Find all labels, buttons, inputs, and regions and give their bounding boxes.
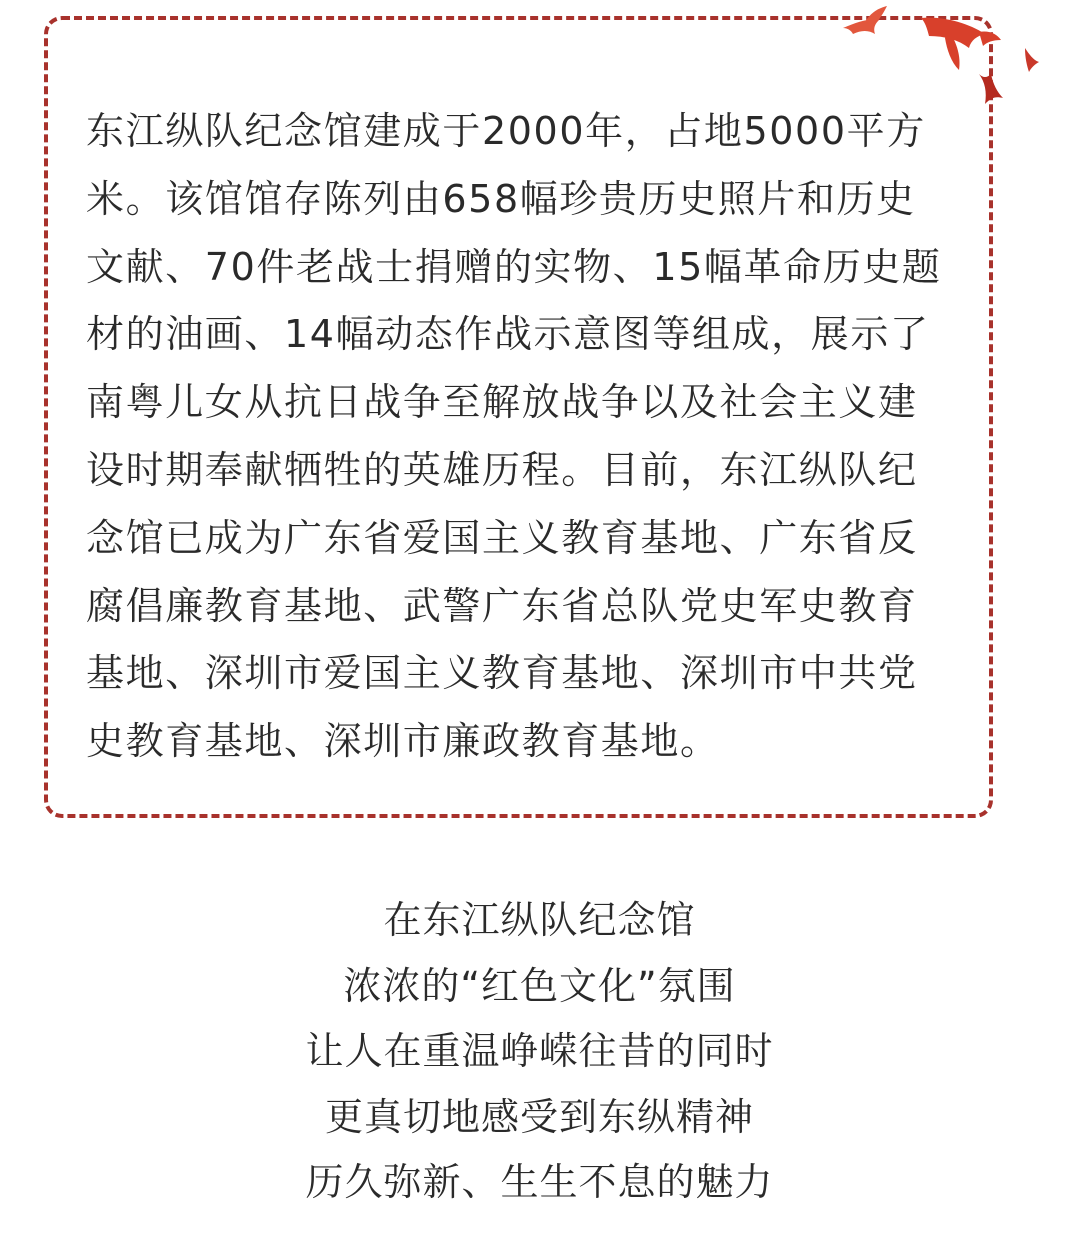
poem-line: 更真切地感受到东纵精神 bbox=[324, 1094, 754, 1139]
poem-line: 在东江纵队纪念馆 bbox=[383, 898, 696, 942]
intro-paragraph: 东江纵队纪念馆建成于2000年，占地5000平方 米。该馆馆存陈列由658幅珍贵历史照片和历史 文献、70件老战士捐赠的实物、15幅革命历史题 材的油画、14幅动态作战示意图等组成，展示了 南粤儿女从抗日战争至解放战争以及社会主义建 设时期奉献牺牲的英雄历程。目前，东江纵队纪 念馆已成为广东省爱国主义教育基地、广东省反 腐倡廉教育基地、武警广东省总队党史军史教育 基地、深圳市爱国主义教育基地、深圳市中共党 史教育基地、深圳市廉政教育基地。 bbox=[86, 109, 942, 764]
red-bird-icon bbox=[921, 18, 1001, 70]
poem-line: 让人在重温峥嵘往昔的同时 bbox=[305, 1029, 774, 1073]
poem-line: 历久弥新、生生不息的魅力 bbox=[305, 1160, 774, 1204]
red-bird-icon bbox=[843, 6, 887, 34]
poem-block bbox=[0, 888, 1079, 1216]
red-bird-icon bbox=[1025, 48, 1039, 72]
red-bird-icon bbox=[979, 74, 1003, 104]
poem-line: 浓浓的“红色文化”氛围 bbox=[343, 963, 736, 1008]
